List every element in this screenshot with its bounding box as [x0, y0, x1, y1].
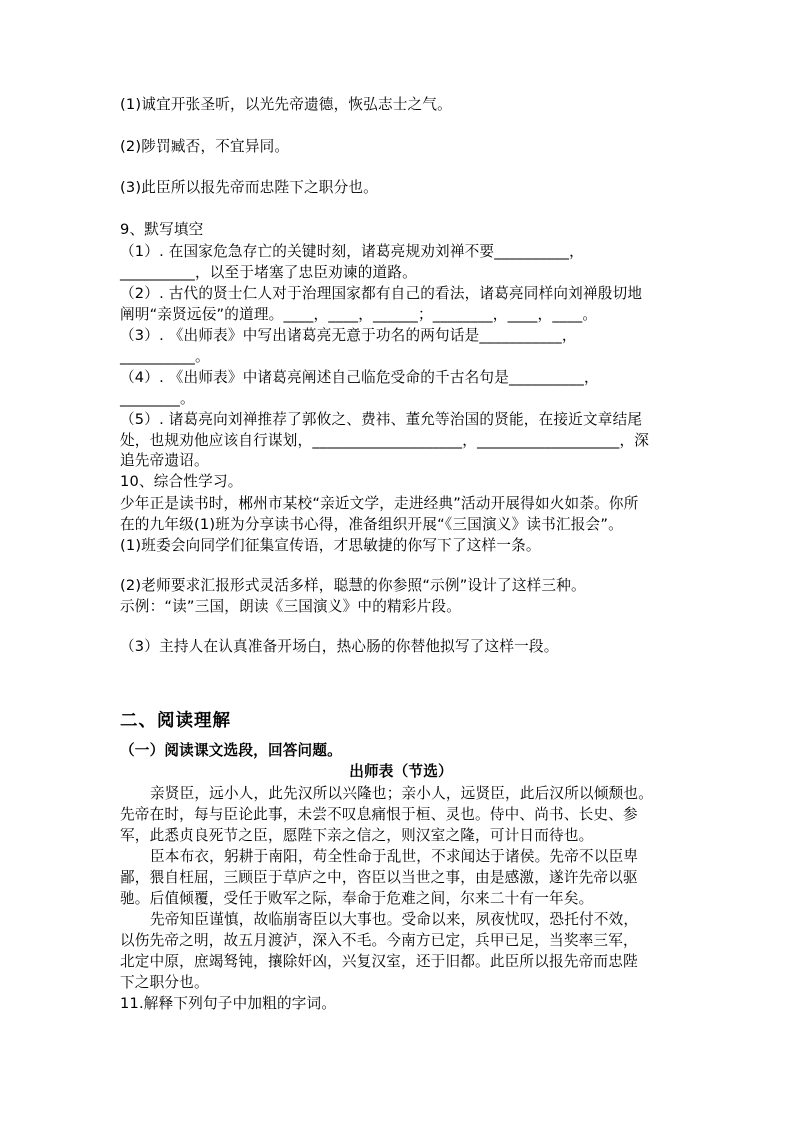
q9-line: （1）. 在国家危急存亡的关键时刻，诸葛亮规劝刘禅不要__________， [120, 243, 584, 260]
q9-line: （2）. 古代的贤士仁人对于治理国家都有自己的看法，诸葛亮同样向刘禅殷切地 [120, 285, 643, 302]
q10-line: (2)老师要求汇报形式灵活多样，聪慧的你参照“示例”设计了这样三种。 [120, 577, 586, 594]
q9-line: （3）. 《出师表》中写出诸葛亮无意于功名的两句话是___________， [120, 327, 577, 344]
passage-line: 臣本布衣，躬耕于南阳，苟全性命于乱世，不求闻达于诸侯。先帝不以臣卑 [150, 848, 639, 865]
passage-line: 下之职分也。 [120, 974, 209, 991]
q9-line: __________。 [120, 348, 210, 365]
q9-line: __________，以至于堵塞了忠臣劝谏的道路。 [120, 264, 417, 281]
q10-line: (1)班委会向同学们征集宣传语，才思敏捷的你写下了这样一条。 [120, 537, 541, 554]
q9-line: 阐明“亲贤远佞”的道理。____，____，______；________，____，____。 [120, 306, 598, 323]
q10-line: （3）主持人在认真准备开场白，热心肠的你替他拟写了这样一段。 [120, 638, 559, 655]
passage-line: 鄙，猥自枉屈，三顾臣于草庐之中，咨臣以当世之事，由是感激，遂许先帝以驱 [120, 869, 638, 886]
passage-line: 以伤先帝之明，故五月渡泸，深入不毛。今南方已定，兵甲已足，当奖率三军， [120, 932, 638, 949]
q9-line: 追先帝遗诏。 [120, 452, 209, 469]
q11-prompt: 11.解释下列句子中加粗的字词。 [120, 995, 337, 1012]
passage-line: 亲贤臣，远小人，此先汉所以兴隆也；亲小人，远贤臣，此后汉所以倾颓也。 [150, 785, 653, 802]
section-title: 二、阅读理解 [120, 711, 231, 731]
q8-line-2: (2)陟罚臧否，不宜异同。 [120, 138, 290, 155]
q10-line: 在的九年级(1)班为分享读书心得，准备组织开展“《三国演义》读书汇报会”。 [120, 516, 623, 533]
q8-line-1: (1)诚宜开张圣听，以光先帝遗德，恢弘志士之气。 [120, 96, 452, 113]
q9-line: ________。 [120, 390, 195, 407]
passage-line: 先帝在时，每与臣论此事，未尝不叹息痛恨于桓、灵也。侍中、尚书、长史、参 [120, 806, 638, 823]
q9-line: （5）. 诸葛亮向刘禅推荐了郭攸之、费祎、董允等治国的贤能，在接近文章结尾 [120, 411, 643, 428]
passage-title: 出师表（节选） [349, 763, 453, 780]
q8-line-3: (3)此臣所以报先帝而忠陛下之职分也。 [120, 179, 378, 196]
passage-line: 军，此悉贞良死节之臣，愿陛下亲之信之，则汉室之隆，可计日而待也。 [120, 827, 594, 844]
passage-line: 北定中原，庶竭驽钝，攘除奸凶，兴复汉室，还于旧都。此臣所以报先帝而忠陛 [120, 953, 638, 970]
sub-title: （一）阅读课文选段，回答问题。 [120, 742, 342, 759]
q9-title: 9、默写填空 [120, 221, 204, 238]
q10-line: 示例：“读”三国，朗读《三国演义》中的精彩片段。 [120, 598, 461, 615]
q9-line: 处，也规劝他应该自行谋划，____________________，___________________，深 [120, 432, 650, 449]
q10-line: 少年正是读书时，郴州市某校“亲近文学，走进经典”活动开展得如火如荼。你所 [120, 495, 639, 512]
q9-line: （4）. 《出师表》中诸葛亮阐述自己临危受命的千古名句是__________， [120, 369, 599, 386]
q10-title: 10、综合性学习。 [120, 473, 243, 490]
passage-line: 先帝知臣谨慎，故临崩寄臣以大事也。受命以来，夙夜忧叹，恐托付不效， [150, 911, 639, 928]
passage-line: 驰。后值倾覆，受任于败军之际，奉命于危难之间，尔来二十有一年矣。 [120, 890, 594, 907]
